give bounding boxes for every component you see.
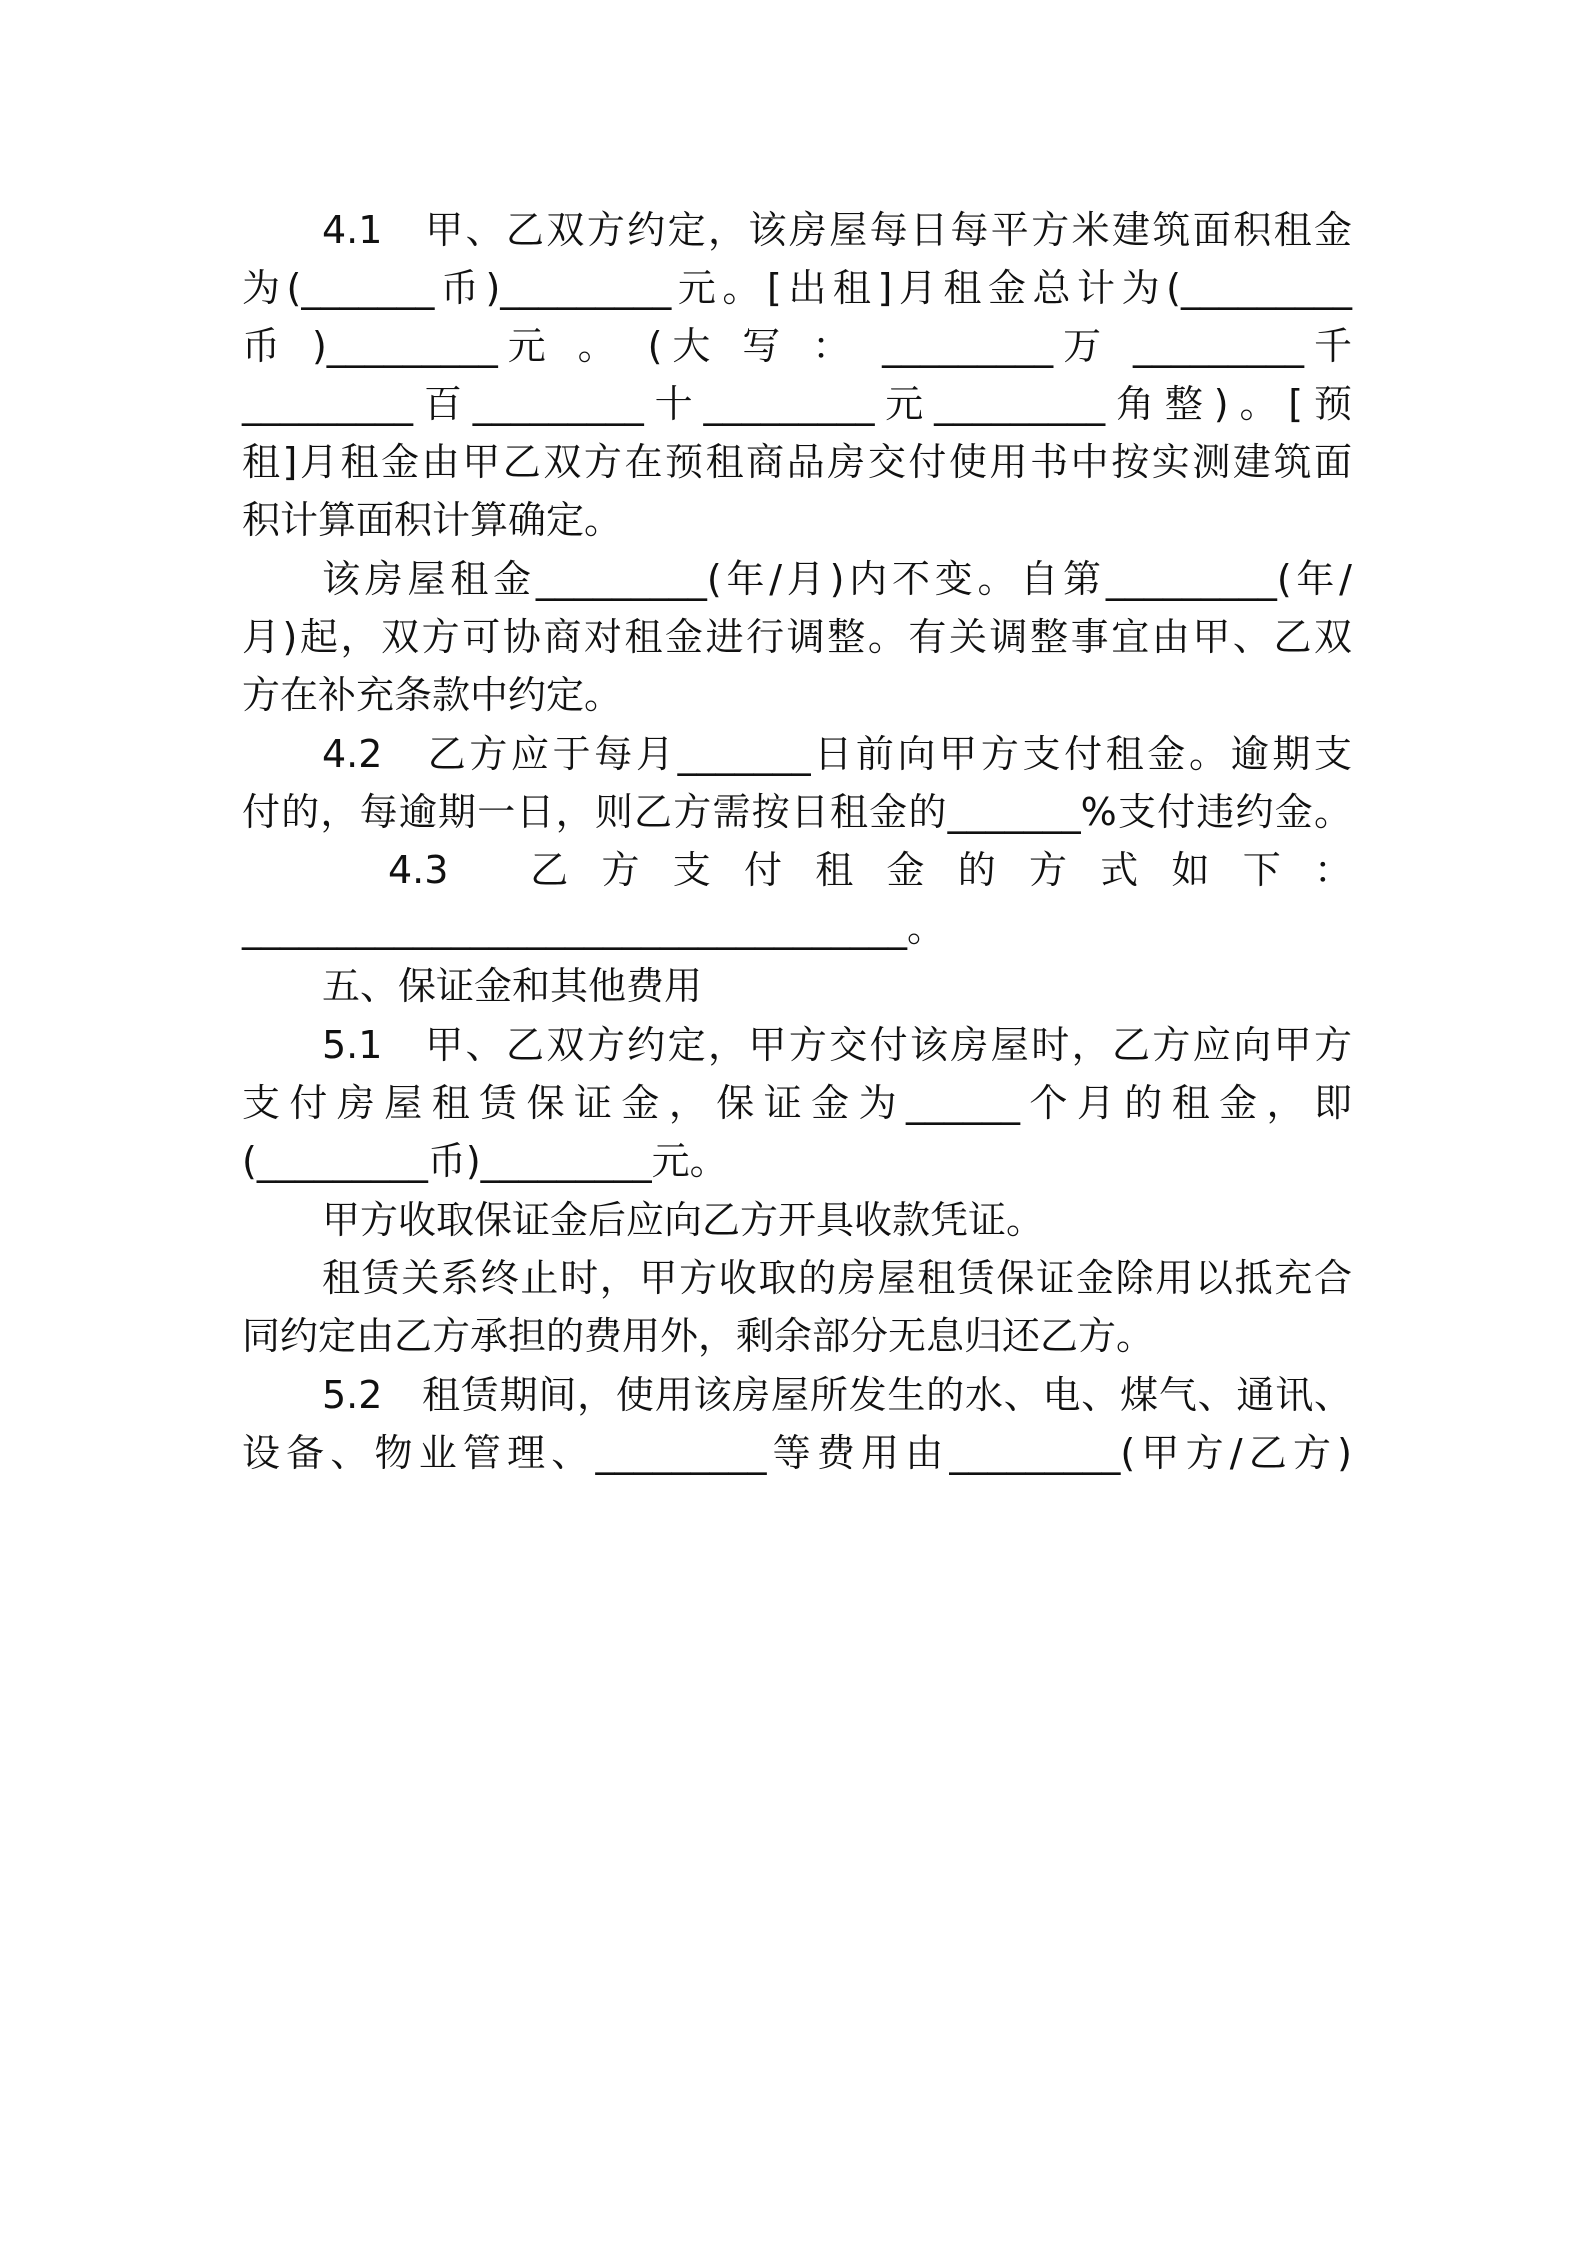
paragraph-4-1-line-2: 为(_______币)_________元。[出租]月租金总计为(_________ (242, 266, 1352, 310)
paragraph-4-1-line-4: _________百_________十_________元_________角整)。[预 (242, 382, 1352, 426)
rent-adjust-line-2: 月)起，双方可协商对租金进行调整。有关调整事宜由甲、乙双 (242, 615, 1352, 659)
paragraph-4-1-line-3: 币 )_________元 。 (大 写 ： _________万 _________千 (242, 324, 1352, 368)
paragraph-5-1-line-3: (_________币)_________元。 (242, 1139, 728, 1183)
paragraph-4-1-line-5: 租]月租金由甲乙双方在预租商品房交付使用书中按实测建筑面 (242, 440, 1352, 484)
paragraph-4-2-line-2: 付的，每逾期一日，则乙方需按日租金的_______%支付违约金。 (242, 790, 1352, 834)
receipt-line: 甲方收取保证金后应向乙方开具收款凭证。 (322, 1198, 1045, 1242)
rent-adjust-line-1: 该房屋租金_________(年/月)内不变。自第_________(年/ (322, 557, 1352, 601)
paragraph-4-1-line-6: 积计算面积计算确定。 (242, 498, 623, 542)
paragraph-4-3-line-1: 4.3 乙 方 支 付 租 金 的 方 式 如 下 ： (388, 848, 1352, 892)
paragraph-4-1-line-1: 4.1 甲、乙双方约定，该房屋每日每平方米建筑面积租金 (322, 208, 1352, 252)
paragraph-5-1-line-2: 支付房屋租赁保证金，保证金为______个月的租金，即 (242, 1081, 1352, 1125)
paragraph-4-2-line-1: 4.2 乙方应于每月_______日前向甲方支付租金。逾期支 (322, 732, 1352, 776)
section-5-heading: 五、保证金和其他费用 (322, 964, 703, 1008)
deposit-return-line-2: 同约定由乙方承担的费用外，剩余部分无息归还乙方。 (242, 1314, 1155, 1358)
paragraph-5-2-line-1: 5.2 租赁期间，使用该房屋所发生的水、电、煤气、通讯、 (322, 1373, 1352, 1417)
rent-adjust-line-3: 方在补充条款中约定。 (242, 673, 623, 717)
deposit-return-line-1: 租赁关系终止时，甲方收取的房屋租赁保证金除用以抵充合 (322, 1256, 1352, 1300)
paragraph-4-3-line-2: ___________________________________。 (242, 906, 946, 950)
paragraph-5-2-line-2: 设备、物业管理、_________等费用由_________(甲方/乙方) (242, 1431, 1352, 1475)
paragraph-5-1-line-1: 5.1 甲、乙双方约定，甲方交付该房屋时，乙方应向甲方 (322, 1023, 1352, 1067)
